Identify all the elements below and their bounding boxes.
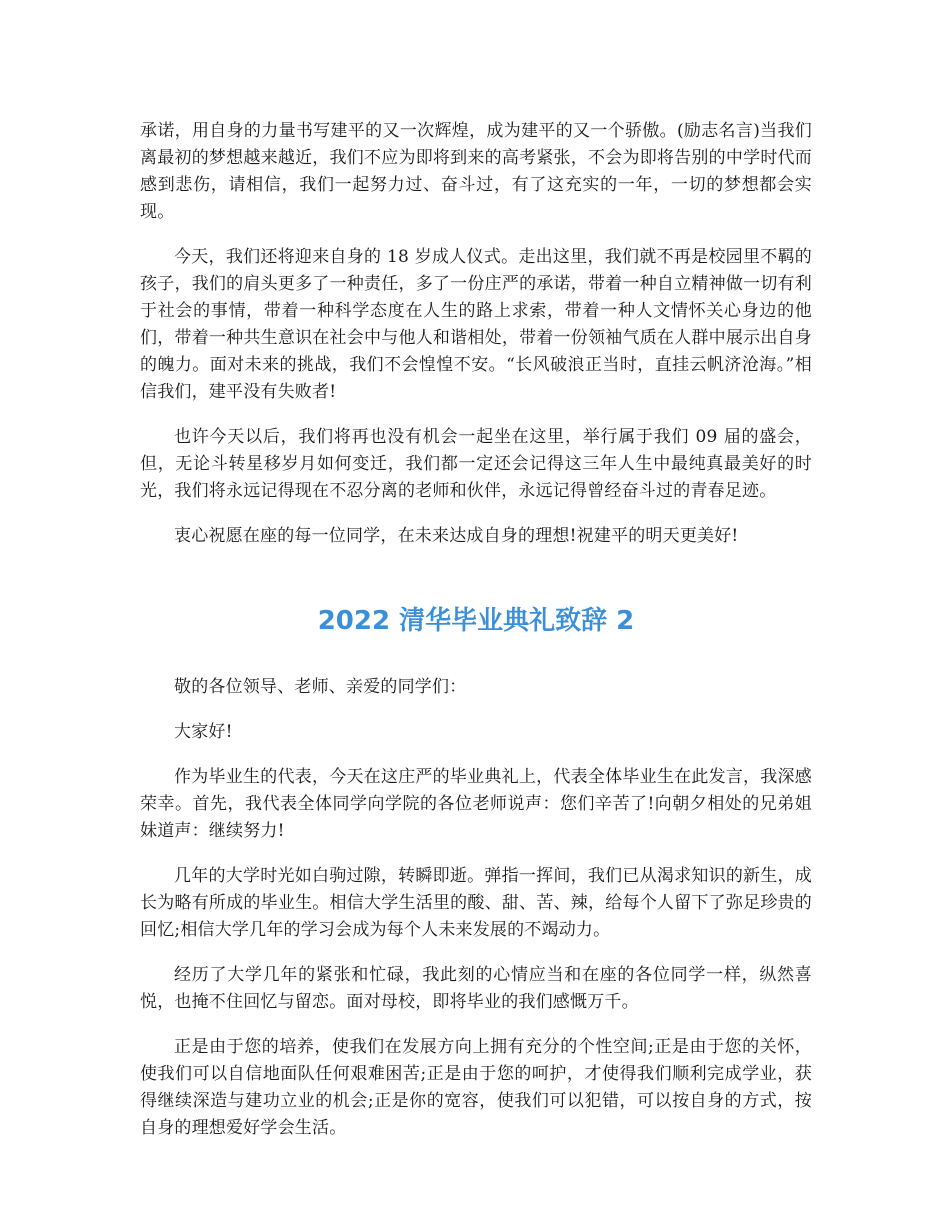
document-body	[140, 118, 812, 1160]
paragraph: 今天，我们还将迎来自身的 18 岁成人仪式。走出这里，我们就不再是校园里不羁的孩子，我们的肩头更多了一种责任，多了一份庄严的承诺，带着一种自立精神做一切有利于社会的事情，带着一种科学态度在人生的路上求索，带着一种人文情怀关心身边的他们，带着一种共生意识在社会中与他人和谐相处，带着一份领袖气质在人群中展示出自身的魄力。面对未来的挑战，我们不会惶惶不安。“长风破浪正当时，直挂云帆济沧海。”相信我们，建平没有失败者!	[140, 247, 812, 402]
paragraph: 承诺，用自身的力量书写建平的又一次辉煌，成为建平的又一个骄傲。(励志名言)当我们离最初的梦想越来越近，我们不应为即将到来的高考紧张，不会为即将告别的中学时代而感到悲伤，请相信，我们一起努力过、奋斗过，有了这充实的一年，一切的梦想都会实现。	[140, 121, 812, 222]
paragraph: 经历了大学几年的紧张和忙碌，我此刻的心情应当和在座的各位同学一样，纵然喜悦，也掩不住回忆与留恋。面对母校，即将毕业的我们感慨万千。	[140, 965, 812, 1012]
paragraph: 也许今天以后，我们将再也没有机会一起坐在这里，举行属于我们 09 届的盛会，但，无论斗转星移岁月如何变迁，我们都一定还会记得这三年人生中最纯真最美好的时光，我们将永远记得现在不忍分离的老师和伙伴，永远记得曾经奋斗过的青春足迹。	[140, 427, 812, 501]
section-heading: 2022 清华毕业典礼致辞 2	[317, 606, 635, 636]
greeting: 大家好!	[174, 722, 233, 742]
paragraph: 几年的大学时光如白驹过隙，转瞬即逝。弹指一挥间，我们已从渴求知识的新生，成长为略有所成的毕业生。相信大学生活里的酸、甜、苦、辣，给每个人留下了弥足珍贵的回忆;相信大学几年的学习会成为每个人未来发展的不竭动力。	[140, 866, 812, 940]
paragraph: 作为毕业生的代表，今天在这庄严的毕业典礼上，代表全体毕业生在此发言，我深感荣幸。首先，我代表全体同学向学院的各位老师说声：您们辛苦了!向朝夕相处的兄弟姐妹道声：继续努力!	[140, 767, 812, 841]
paragraph: 正是由于您的培养，使我们在发展方向上拥有充分的个性空间;正是由于您的关怀，使我们可以自信地面队任何艰难困苦;正是由于您的呵护，才使得我们顺利完成学业，获得继续深造与建功立业的机会;正是你的宽容，使我们可以犯错，可以按自身的方式，按自身的理想爱好学会生活。	[140, 1037, 812, 1138]
paragraph: 衷心祝愿在座的每一位同学，在未来达成自身的理想!祝建平的明天更美好!	[174, 526, 739, 546]
salutation: 敬的各位领导、老师、亲爱的同学们：	[174, 677, 467, 697]
